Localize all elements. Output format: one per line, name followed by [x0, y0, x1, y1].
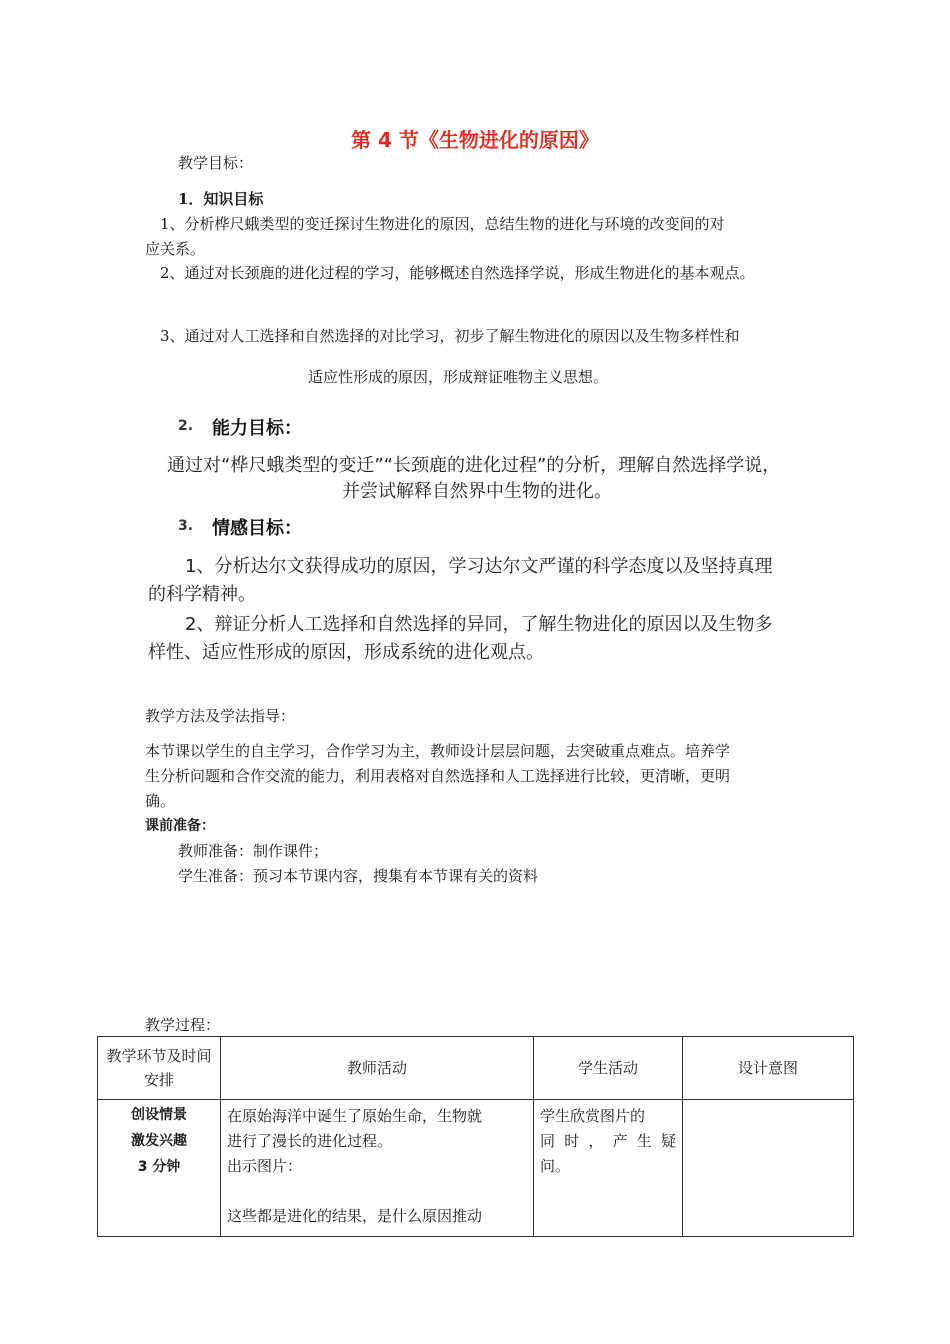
ability-line-2: 并尝试解释自然界中生物的进化。: [342, 481, 612, 502]
knowledge-line-3: 2、通过对长颈鹿的进化过程的学习，能够概述自然选择学说，形成生物进化的基本观点。: [160, 264, 755, 282]
column-header-stage-text: 教学环节及时间安排: [106, 1047, 212, 1089]
stage-line-1: 创设情景: [131, 1107, 187, 1123]
table-header-row: [98, 1037, 854, 1100]
page-title: 第 4 节《生物进化的原因》: [351, 128, 599, 152]
knowledge-line-1: 1、分析桦尺蛾类型的变迁探讨生物进化的原因，总结生物的进化与环境的改变间的对: [160, 215, 725, 233]
objectives-heading: 教学目标：: [178, 154, 254, 172]
ability-number: 2.: [178, 418, 194, 434]
column-header-teacher: 教师活动: [221, 1037, 534, 1100]
emotion-line-3: 2、辩证分析人工选择和自然选择的异同，了解生物进化的原因以及生物多: [185, 614, 773, 635]
column-header-design: 设计意图: [683, 1037, 854, 1100]
student-line-3: 问。: [540, 1157, 571, 1175]
prep-teacher: 教师准备：制作课件；: [178, 842, 329, 860]
knowledge-line-2: 应关系。: [145, 240, 206, 258]
teacher-activity-cell: [221, 1100, 534, 1237]
ability-heading: 能力目标：: [212, 418, 302, 439]
design-intent-cell: [683, 1100, 854, 1237]
emotion-number: 3.: [178, 518, 194, 534]
prep-heading: 课前准备：: [145, 818, 215, 834]
teacher-line-3: 出示图片：: [227, 1157, 303, 1175]
teacher-blank-line: [227, 1179, 527, 1204]
emotion-line-4: 样性、适应性形成的原因，形成系统的进化观点。: [148, 642, 544, 663]
student-activity-cell: [534, 1100, 683, 1237]
teacher-line-5: 这些都是进化的结果，是什么原因推动: [227, 1207, 483, 1225]
emotion-line-2: 的科学精神。: [148, 584, 256, 605]
knowledge-line-5: 适应性形成的原因，形成辩证唯物主义思想。: [308, 368, 609, 386]
method-line-2: 生分析问题和合作交流的能力，利用表格对自然选择和人工选择进行比较，更清晰，更明: [145, 767, 731, 785]
method-line-3: 确。: [145, 792, 176, 810]
emotion-line-1: 1、分析达尔文获得成功的原因，学习达尔文严谨的科学态度以及坚持真理: [185, 556, 773, 577]
method-line-1: 本节课以学生的自主学习，合作学习为主，教师设计层层问题，去突破重点难点。培养学: [145, 742, 731, 760]
student-line-2: 同时，产生疑: [540, 1132, 676, 1150]
student-line-1: 学生欣赏图片的: [540, 1107, 646, 1125]
process-table: [97, 1036, 854, 1237]
knowledge-line-4: 3、通过对人工选择和自然选择的对比学习，初步了解生物进化的原因以及生物多样性和: [160, 327, 740, 345]
column-header-student: 学生活动: [534, 1037, 683, 1100]
emotion-heading: 情感目标：: [212, 518, 302, 539]
stage-cell: [98, 1100, 221, 1237]
knowledge-heading: 1．知识目标: [178, 190, 264, 208]
teacher-line-2: 进行了漫长的进化过程。: [227, 1132, 393, 1150]
method-heading: 教学方法及学法指导：: [145, 707, 296, 725]
stage-line-2: 激发兴趣: [131, 1133, 187, 1149]
prep-student: 学生准备：预习本节课内容，搜集有本节课有关的资料: [178, 867, 539, 885]
process-heading: 教学过程：: [145, 1016, 221, 1034]
ability-line-1: 通过对“桦尺蛾类型的变迁”“长颈鹿的进化过程”的分析，理解自然选择学说，: [167, 455, 781, 476]
stage-line-3: 3 分钟: [137, 1159, 181, 1175]
table-row: [98, 1100, 854, 1237]
column-header-stage: [98, 1037, 221, 1100]
teacher-line-1: 在原始海洋中诞生了原始生命，生物就: [227, 1107, 483, 1125]
